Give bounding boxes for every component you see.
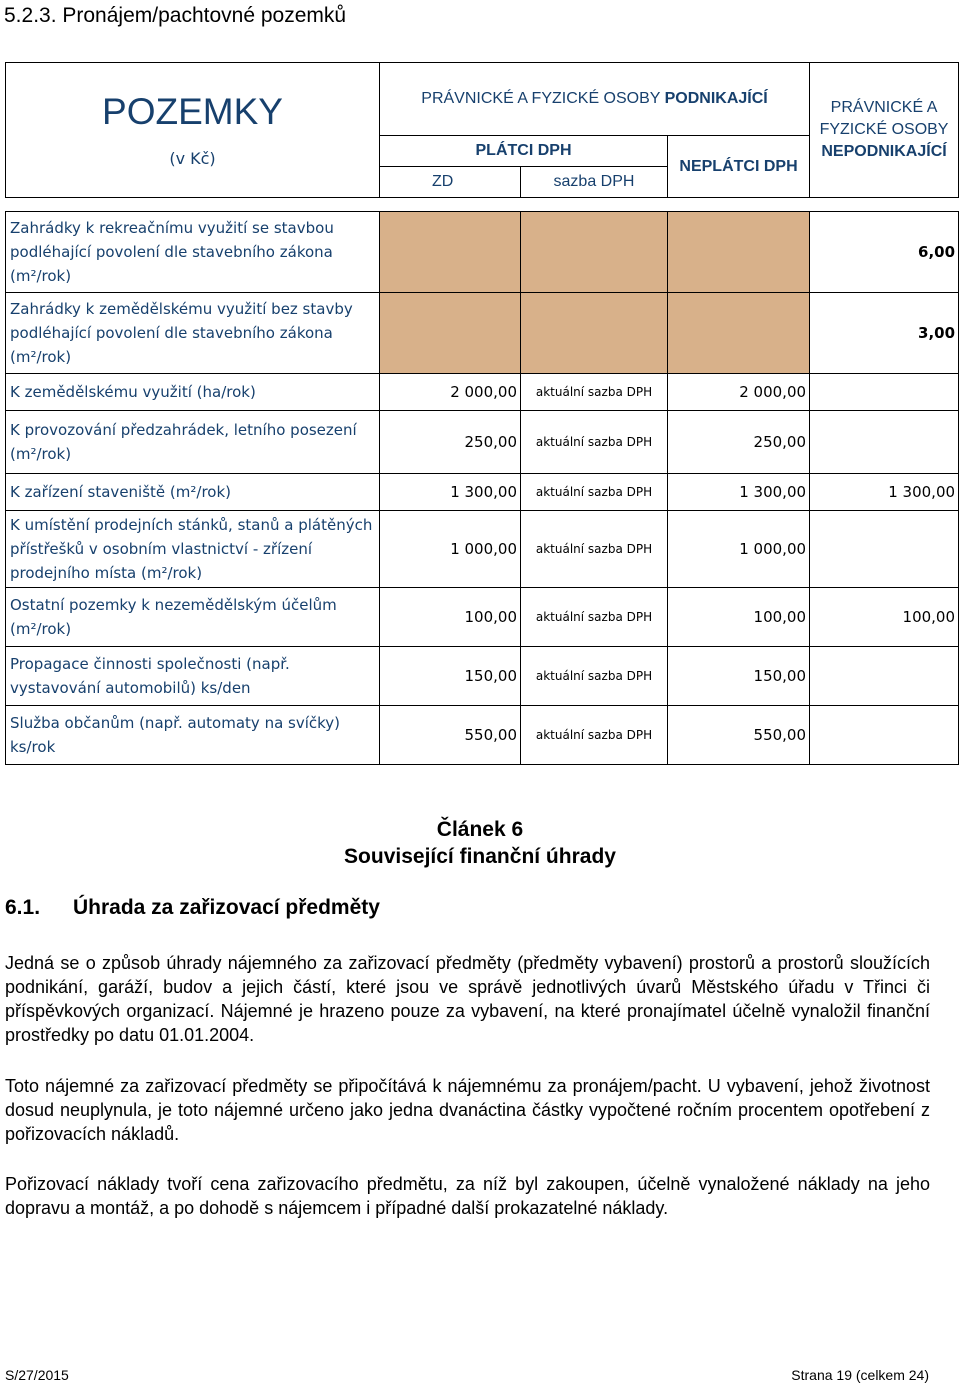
header-neplatci <box>668 136 810 198</box>
footer-left: S/27/2015 <box>5 1367 69 1383</box>
footer-page-number: Strana 19 (celkem 24) <box>791 1367 929 1383</box>
section-number: 6.1. <box>5 896 41 919</box>
value-zd: 1 000,00 <box>380 511 521 588</box>
article-title: Související finanční úhrady <box>344 845 616 868</box>
table-title: POZEMKY <box>102 91 283 133</box>
row-label: K zemědělskému využití (ha/rok) <box>6 374 380 411</box>
value-zd <box>380 293 521 374</box>
value-neplatci: 150,00 <box>668 647 810 706</box>
header-podnikajici-bold: PODNIKAJÍCÍ <box>664 90 768 107</box>
row-label: K provozování předzahrádek, letního posezení (m²/rok) <box>6 411 380 474</box>
header-platci <box>380 136 668 167</box>
header-zd: ZD <box>380 167 521 198</box>
header-platci-label: PLÁTCI DPH <box>475 142 572 159</box>
section-heading <box>5 896 380 920</box>
value-nepodnikajici: 100,00 <box>810 588 959 647</box>
table-row <box>6 212 959 293</box>
header-nepodnikajici-prefix: PRÁVNICKÉ A FYZICKÉ OSOBY <box>819 99 949 138</box>
header-podnikajici-prefix: PRÁVNICKÉ A FYZICKÉ OSOBY <box>421 90 665 107</box>
section-title: 5.2.3. Pronájem/pachtovné pozemků <box>4 4 347 27</box>
value-zd <box>380 212 521 293</box>
value-nepodnikajici <box>810 374 959 411</box>
table-row <box>6 511 959 588</box>
paragraph-2: Toto nájemné za zařizovací předměty se připočítává k nájemnému za pronájem/pacht. U vybavení, jehož životnost dosud neuplynula, je toto nájemné určeno jako jedna dvanáctina částky vypočtené ročním procentem opotřebení z pořizovacích nákladů. <box>5 1076 930 1144</box>
value-sazba: aktuální sazba DPH <box>521 511 668 588</box>
value-neplatci: 250,00 <box>668 411 810 474</box>
value-neplatci: 550,00 <box>668 706 810 765</box>
value-zd: 1 300,00 <box>380 474 521 511</box>
header-podnikajici <box>380 63 810 136</box>
row-label: Ostatní pozemky k nezemědělským účelům (m²/rok) <box>6 588 380 647</box>
table-row <box>6 411 959 474</box>
value-sazba: aktuální sazba DPH <box>521 706 668 765</box>
value-zd: 550,00 <box>380 706 521 765</box>
value-nepodnikajici <box>810 647 959 706</box>
paragraph-3: Pořizovací náklady tvoří cena zařizovacího předmětu, za níž byl zakoupen, účelně vynaložené náklady na jeho dopravu a montáž, a po dohodě s nájemcem i případné další prokazatelné náklady. <box>5 1174 930 1218</box>
value-nepodnikajici: 3,00 <box>810 293 959 374</box>
value-nepodnikajici: 1 300,00 <box>810 474 959 511</box>
value-zd: 2 000,00 <box>380 374 521 411</box>
table-row <box>6 293 959 374</box>
table-title-cell <box>6 63 380 198</box>
table-row <box>6 706 959 765</box>
row-label: Zahrádky k rekreačnímu využití se stavbou podléhající povolení dle stavebního zákona (m²/rok) <box>6 212 380 293</box>
value-sazba: aktuální sazba DPH <box>521 647 668 706</box>
value-nepodnikajici <box>810 411 959 474</box>
value-neplatci <box>668 293 810 374</box>
header-sazba: sazba DPH <box>521 167 668 198</box>
table-row <box>6 588 959 647</box>
paragraph-1: Jedná se o způsob úhrady nájemného za zařizovací předměty (předměty vybavení) prostorů a prostorů sloužících podnikání, garáží, budov a jejich částí, které jsou ve správě jednotlivých úvarů Městského úřadu v Třinci či příspěvkových organizací. Nájemné je hrazeno pouze za vybavení, na které pronajímatel účelně vynaložil finanční prostředky po datu 01.01.2004. <box>5 953 930 1045</box>
value-neplatci <box>668 212 810 293</box>
row-label: Propagace činnosti společnosti (např. vystavování automobilů) ks/den <box>6 647 380 706</box>
header-nepodnikajici-bold: NEPODNIKAJÍCÍ <box>821 143 947 160</box>
value-zd: 250,00 <box>380 411 521 474</box>
value-sazba: aktuální sazba DPH <box>521 374 668 411</box>
value-nepodnikajici <box>810 706 959 765</box>
value-neplatci: 2 000,00 <box>668 374 810 411</box>
value-nepodnikajici: 6,00 <box>810 212 959 293</box>
table-row <box>6 474 959 511</box>
row-label: Zahrádky k zemědělskému využití bez stavby podléhající povolení dle stavebního zákona (m²/rok) <box>6 293 380 374</box>
price-table <box>5 62 959 765</box>
value-sazba <box>521 293 668 374</box>
value-sazba: aktuální sazba DPH <box>521 588 668 647</box>
value-neplatci: 1 000,00 <box>668 511 810 588</box>
value-sazba: aktuální sazba DPH <box>521 474 668 511</box>
header-nepodnikajici <box>810 63 959 198</box>
row-label: K zařízení staveniště (m²/rok) <box>6 474 380 511</box>
value-zd: 150,00 <box>380 647 521 706</box>
value-sazba: aktuální sazba DPH <box>521 411 668 474</box>
table-row <box>6 647 959 706</box>
header-neplatci-label: NEPLÁTCI DPH <box>679 157 798 175</box>
row-label: K umístění prodejních stánků, stanů a plátěných přístřešků v osobním vlastnictví - zřízení prodejního místa (m²/rok) <box>6 511 380 588</box>
table-subtitle: (v Kč) <box>169 148 216 168</box>
value-neplatci: 1 300,00 <box>668 474 810 511</box>
value-neplatci: 100,00 <box>668 588 810 647</box>
value-zd: 100,00 <box>380 588 521 647</box>
value-nepodnikajici <box>810 511 959 588</box>
article-number: Článek 6 <box>436 818 524 841</box>
row-label: Služba občanům (např. automaty na svíčky) ks/rok <box>6 706 380 765</box>
value-sazba <box>521 212 668 293</box>
table-row <box>6 374 959 411</box>
section-heading-title: Úhrada za zařizovací předměty <box>73 896 380 919</box>
